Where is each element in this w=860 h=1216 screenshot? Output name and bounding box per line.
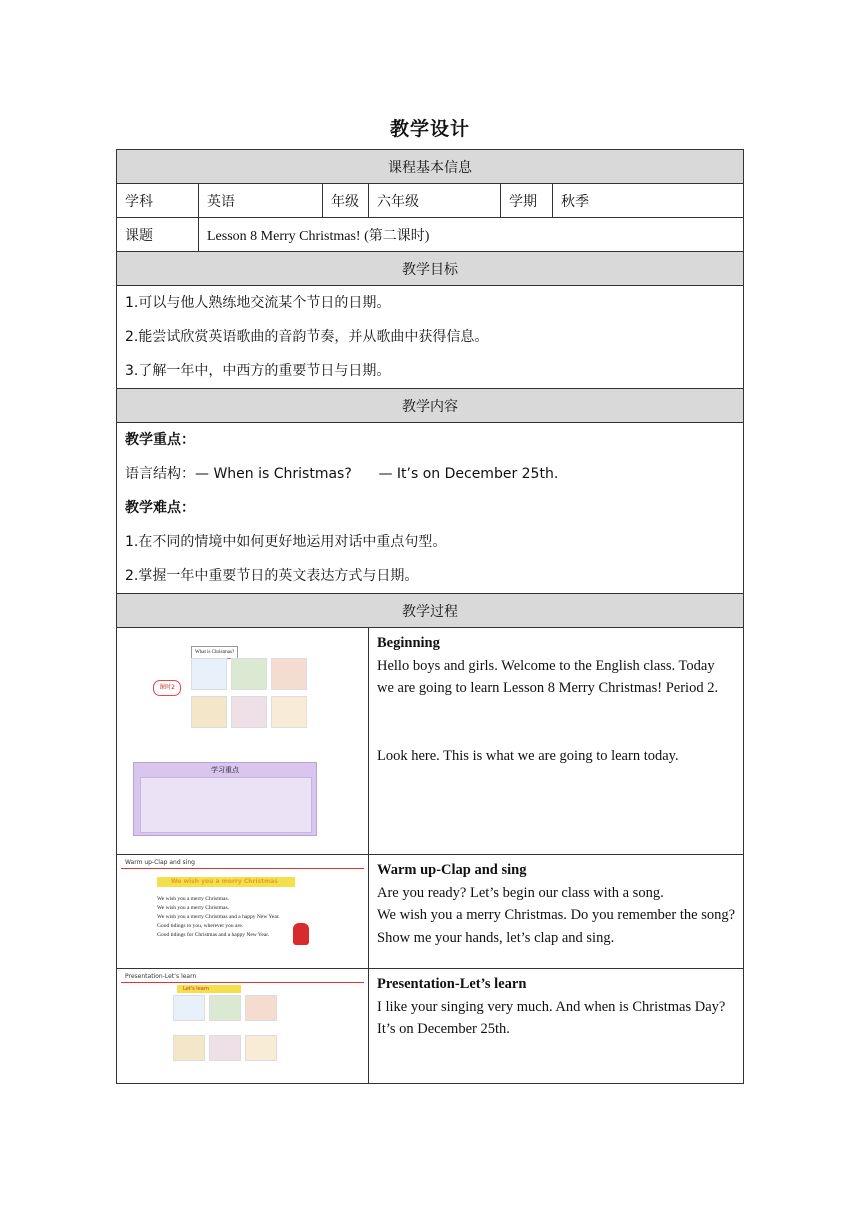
grade-label: 年级 <box>323 184 369 218</box>
process-step-row <box>117 628 744 855</box>
basic-info-header-row <box>117 150 744 184</box>
lyrics <box>157 895 280 940</box>
subject-row <box>117 184 744 218</box>
step-heading: Beginning <box>377 635 440 651</box>
learn-banner: Let's learn <box>177 985 241 993</box>
key-points-slide-image <box>133 762 317 836</box>
lyric-line: Good tidings for Christmas and a happy New Year. <box>157 932 270 938</box>
step-image-cell <box>117 969 369 1084</box>
learn-slide-image <box>121 971 364 1077</box>
step-line: Look here. This is what we are going to learn today. <box>377 747 679 764</box>
festival-slide-image <box>131 640 321 740</box>
subject-label: 学科 <box>117 184 199 218</box>
lyric-line: We wish you a merry Christmas. <box>157 896 229 902</box>
slide-header: Warm up-Clap and sing <box>121 857 364 869</box>
topic-label: 课题 <box>117 218 199 252</box>
lyric-line: We wish you a merry Christmas. <box>157 905 229 911</box>
festival-picture <box>209 1035 241 1061</box>
objective-item: 1.可以与他人熟练地交流某个节日的日期。 <box>125 295 391 311</box>
festival-picture <box>209 995 241 1021</box>
lesson-plan-table <box>116 149 744 1084</box>
festival-picture <box>245 995 277 1021</box>
objectives-header-row <box>117 252 744 286</box>
process-header-row <box>117 594 744 628</box>
objective-item: 3.了解一年中，中西方的重要节日与日期。 <box>125 363 391 379</box>
song-banner: We wish you a merry Christmas <box>157 877 295 887</box>
santa-icon <box>293 923 309 945</box>
objectives-row <box>117 286 744 389</box>
key-points-line: 语言结构：— When is Christmas? — It’s on December 25th. <box>125 466 559 482</box>
festival-picture <box>231 658 267 690</box>
step-image-cell <box>117 855 369 969</box>
subject-value: 英语 <box>199 184 323 218</box>
objective-item: 2.能尝试欣赏英语歌曲的音韵节奏，并从歌曲中获得信息。 <box>125 329 489 345</box>
step-heading: Presentation-Let’s learn <box>377 976 527 992</box>
festival-picture <box>231 696 267 728</box>
step-line: We wish you a merry Christmas. Do you remember the song? Show me your hands, let’s clap and sing. <box>377 907 736 946</box>
festival-picture <box>245 1035 277 1061</box>
step-image-cell <box>117 628 369 855</box>
festival-picture <box>173 1035 205 1061</box>
slide-header: Presentation-Let’s learn <box>121 971 364 983</box>
term-label: 学期 <box>501 184 553 218</box>
step-text-cell <box>369 855 744 969</box>
objectives-header: 教学目标 <box>117 252 744 286</box>
process-header: 教学过程 <box>117 594 744 628</box>
beginning-slides <box>123 634 362 848</box>
step-line: I like your singing very much. And when is Christmas Day? <box>377 998 726 1015</box>
basic-info-header: 课程基本信息 <box>117 150 744 184</box>
process-step-row <box>117 855 744 969</box>
step-text-cell <box>369 628 744 855</box>
content-header: 教学内容 <box>117 389 744 423</box>
step-line: Are you ready? Let’s begin our class with a song. <box>377 884 664 901</box>
content-header-row <box>117 389 744 423</box>
difficult-item: 2.掌握一年中重要节日的英文表达方式与日期。 <box>125 568 419 584</box>
lyric-line: Good tidings to you, wherever you are. <box>157 923 244 929</box>
step-line: It’s on December 25th. <box>377 1021 510 1037</box>
question-bubble: What is Christmas? <box>191 646 238 659</box>
step-text-cell <box>369 969 744 1084</box>
topic-row <box>117 218 744 252</box>
slide-table <box>140 777 312 833</box>
festival-picture <box>191 658 227 690</box>
difficult-points-label: 教学难点： <box>125 500 195 516</box>
difficult-item: 1.在不同的情境中如何更好地运用对话中重点句型。 <box>125 534 447 550</box>
content-row <box>117 423 744 594</box>
step-line: Hello boys and girls. Welcome to the English class. Today we are going to learn Lesson 8 Merry Christmas! Period 2. <box>377 657 719 696</box>
topic-value: Lesson 8 Merry Christmas! (第二课时) <box>199 218 744 252</box>
song-slide-image <box>121 857 364 961</box>
lesson-tag: 课时2 <box>153 680 181 696</box>
lyric-line: We wish you a merry Christmas and a happy New Year. <box>157 914 280 920</box>
process-step-row <box>117 969 744 1084</box>
slide-title: 学习重点 <box>211 766 239 774</box>
step-heading: Warm up-Clap and sing <box>377 862 527 878</box>
grade-value: 六年级 <box>369 184 501 218</box>
term-value: 秋季 <box>553 184 744 218</box>
festival-picture <box>271 696 307 728</box>
festival-picture <box>191 696 227 728</box>
page-title: 教学设计 <box>389 118 470 140</box>
festival-picture <box>271 658 307 690</box>
festival-picture <box>173 995 205 1021</box>
key-points-label: 教学重点： <box>125 432 195 448</box>
